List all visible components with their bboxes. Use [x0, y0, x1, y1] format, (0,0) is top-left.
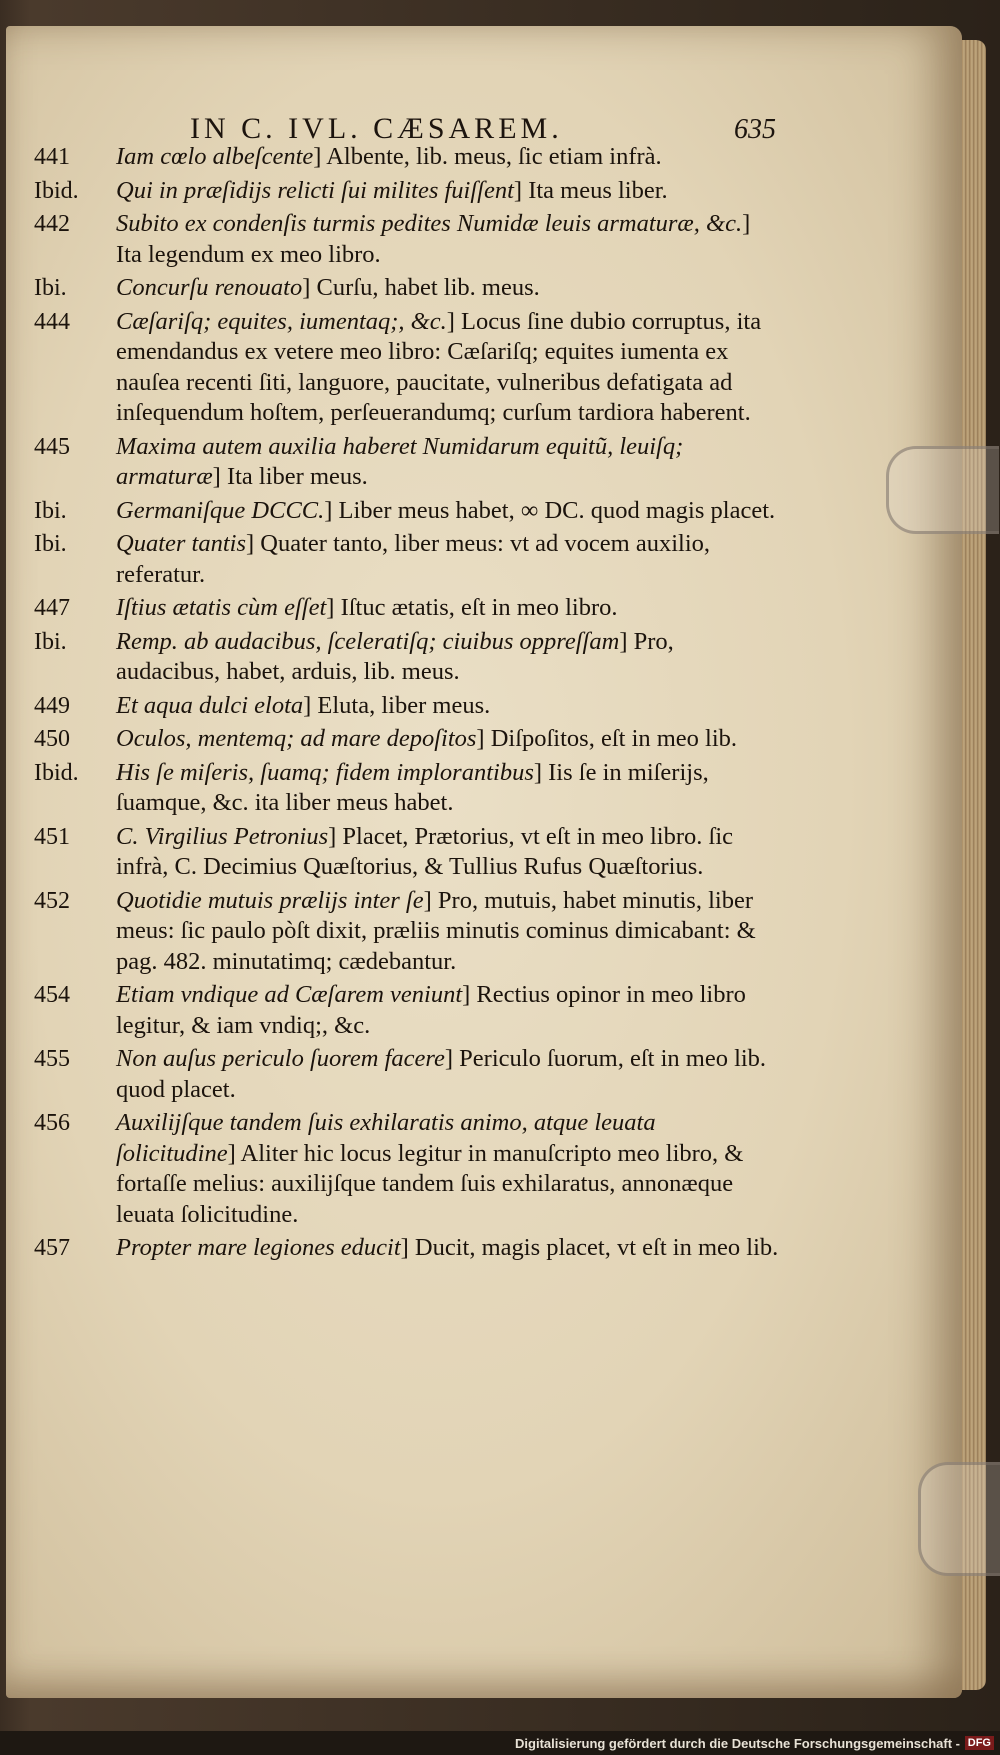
entry-number: 456 — [34, 1110, 70, 1136]
entry-lemma: Subito ex condenſis turmis pedites Numidæ leuis armaturæ, &c. — [116, 210, 743, 237]
entry-lemma: Quotidie mutuis prælijs inter ſe — [116, 886, 424, 914]
entry-lemma: Quater tantis — [116, 530, 246, 557]
entry-number: 452 — [34, 887, 70, 914]
entry-comment: ] Albente, lib. meus, ſic etiam infrà. — [313, 143, 662, 170]
entry-comment: ] Ita liber meus. — [212, 463, 368, 490]
entry-comment: ] Placet, Prætorius, vt eſt in meo libro. ſic infrà, C. Decimius Quæſtorius, & Tullius Rufus Quæſtorius. — [116, 822, 733, 880]
entry-comment: ] Periculo ſuorum, eſt in meo lib. quod placet. — [116, 1045, 767, 1103]
entry-lemma: Oculos, mentemq; ad mare depoſitos — [116, 725, 477, 752]
entry-number: Ibid. — [34, 177, 79, 204]
entry — [30, 1044, 780, 1105]
entry — [30, 209, 780, 270]
entry — [30, 307, 780, 429]
entry-number: 451 — [34, 823, 70, 850]
entry-number: 454 — [34, 982, 70, 1008]
entry-comment: ] Locus ſine dubio corruptus, ita emendandus ex vetere meo libro: Cæſariſq; equites iumenta ex nauſea recenti ſiti, languore, paucitate, vulneribus defatigata ad inſequendum hoſtem, perſeuerandumq; curſum tardiora haberent. — [116, 307, 762, 426]
entry-lemma: Non auſus periculo ſuorem facere — [116, 1045, 445, 1072]
entry-lemma: Maxima autem auxilia haberet Numidarum equitũ, leuiſq; armaturæ — [116, 432, 684, 490]
running-title: IN C. IVL. CÆSAREM. — [190, 112, 563, 145]
entry-comment: ] Iſtuc ætatis, eſt in meo libro. — [326, 594, 618, 621]
entry-comment: ] Pro, audacibus, habet, arduis, lib. meus. — [116, 627, 674, 685]
entry-number: 441 — [34, 144, 70, 170]
entry — [30, 724, 780, 755]
entry-comment: ] Ducit, magis placet, vt eſt in meo lib. — [400, 1234, 779, 1261]
entry-number: 457 — [34, 1235, 70, 1261]
entry — [30, 758, 780, 819]
entry-comment: ] Rectius opinor in meo libro legitur, & iam vndiq;, &c. — [116, 981, 746, 1039]
entry-number: Ibi. — [34, 628, 67, 655]
footer-bar — [0, 1731, 1000, 1755]
entry-lemma: Qui in præſidijs relicti ſui milites fuiſſent — [116, 176, 514, 204]
entry — [30, 980, 780, 1041]
commentary-entries — [30, 142, 780, 1267]
entry-comment: ] Liber meus habet, ∞ DC. quod magis placet. — [324, 496, 776, 524]
entry-number: 444 — [34, 308, 70, 335]
entry-number: Ibid. — [34, 759, 79, 786]
entry — [30, 142, 780, 173]
entry — [30, 593, 780, 624]
entry-lemma: Concurſu renouato — [116, 274, 303, 301]
entry-number: 447 — [34, 595, 70, 621]
entry-lemma: Iſtius ætatis cùm eſſet — [116, 594, 327, 621]
entry — [30, 176, 780, 207]
entry-number: 445 — [34, 433, 70, 460]
entry — [30, 432, 780, 493]
entry-number: 442 — [34, 211, 70, 237]
entry-number: Ibi. — [34, 497, 67, 524]
entry-lemma: C. Virgilius Petronius — [116, 822, 329, 850]
entry-comment: ] Pro, mutuis, habet minutis, liber meus: ſic paulo pòſt dixit, præliis minutis cominus dimicabant: & pag. 482. minutatimq; cædebantur. — [116, 886, 756, 975]
entry-number: Ibi. — [34, 531, 67, 557]
entry-number: Ibi. — [34, 275, 67, 301]
entry-lemma: Remp. ab audacibus, ſceleratiſq; ciuibus oppreſſam — [116, 627, 620, 655]
entry-lemma: His ſe miſeris, ſuamq; fidem implorantibus — [116, 758, 534, 786]
entry-lemma: Propter mare legiones educit — [116, 1234, 401, 1261]
page-edge — [958, 40, 986, 1690]
entry-comment: ] Ita legendum ex meo libro. — [116, 210, 751, 268]
clip-tab-lower — [918, 1462, 1000, 1576]
entry-lemma: Cæſariſq; equites, iumentaq;, &c. — [116, 307, 447, 335]
entry-comment: ] Curſu, habet lib. meus. — [302, 274, 540, 301]
entry-lemma: Auxilijſque tandem ſuis exhilaratis animo, atque leuata ſolicitudine — [116, 1109, 656, 1167]
entry-comment: ] Ita meus liber. — [513, 176, 668, 204]
entry-lemma: Etiam vndique ad Cæſarem veniunt — [116, 981, 463, 1008]
entry — [30, 691, 780, 722]
entry-number: 450 — [34, 726, 70, 752]
entry-comment: ] Quater tanto, liber meus: vt ad vocem auxilio, referatur. — [116, 530, 711, 588]
entry-number: 455 — [34, 1046, 70, 1072]
page-number: 635 — [734, 114, 776, 145]
entry — [30, 627, 780, 688]
entry-lemma: Et aqua dulci elota — [116, 691, 304, 719]
entry-comment: ] Aliter hic locus legitur in manuſcripto meo libro, & fortaſſe melius: auxilijſque tandem ſuis exhilaratus, annonæque leuata ſolicitudine. — [116, 1139, 744, 1228]
entry-number: 449 — [34, 692, 70, 719]
entry-comment: ] Eluta, liber meus. — [303, 691, 491, 719]
entry — [30, 886, 780, 978]
entry-comment: ] Iis ſe in miſerijs, ſuamque, &c. ita liber meus habet. — [116, 758, 709, 816]
entry — [30, 1108, 780, 1230]
entry-comment: ] Diſpoſitos, eſt in meo lib. — [476, 725, 738, 752]
entry — [30, 273, 780, 304]
digitization-credit: Digitalisierung gefördert durch die Deutsche Forschungsgemeinschaft - — [515, 1736, 960, 1751]
entry-lemma: Iam cœlo albeſcente — [116, 143, 314, 170]
entry-lemma: Germaniſque DCCC. — [116, 496, 325, 524]
entry — [30, 822, 780, 883]
entry — [30, 1233, 780, 1264]
entry — [30, 496, 780, 527]
clip-tab-upper — [886, 446, 999, 534]
entry — [30, 529, 780, 590]
dfg-logo: DFG — [965, 1736, 994, 1750]
